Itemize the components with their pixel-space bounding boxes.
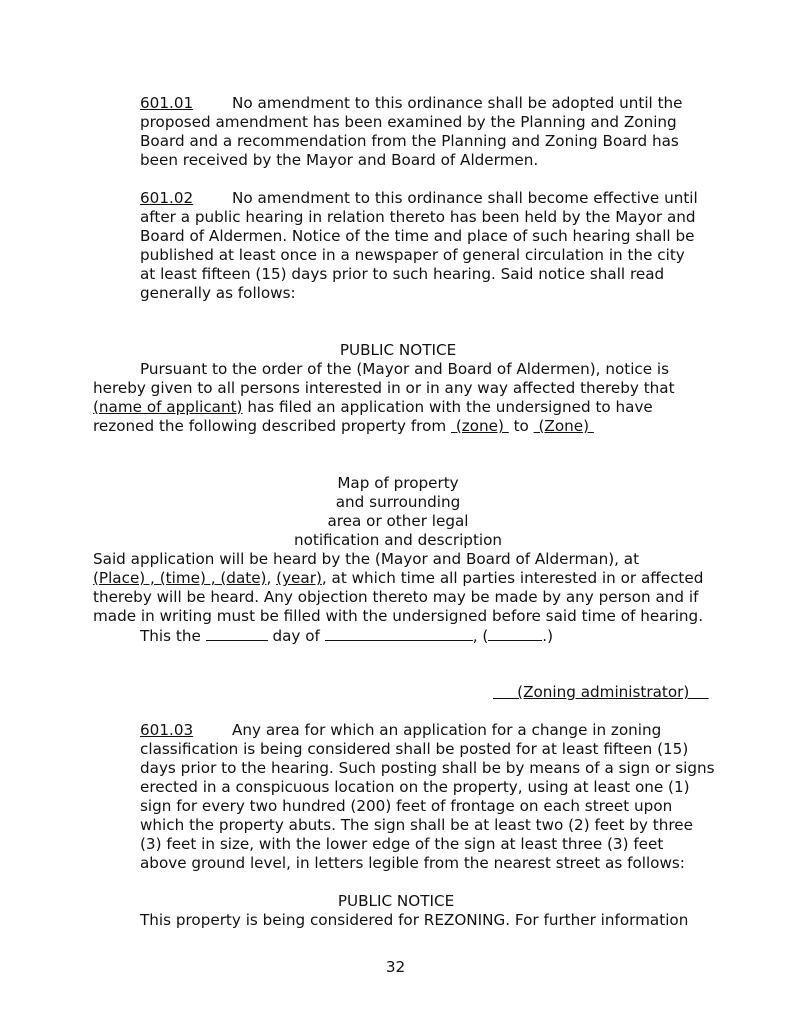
hearing-paragraph: Said application will be heard by the (Mayor and Board of Alderman), at (Place) , (time) , (date), (year), at which time all parties interested in or affected thereby will be heard. Any objection thereto may be made by any person and if made in writing must be filled with the undersigned before said time of hearing. This the day of , ( .) <box>93 550 704 645</box>
page-number: 32 <box>385 958 406 976</box>
hearing-line: , at which time all parties interested in or affected <box>321 569 704 587</box>
map-line: area or other legal <box>327 512 469 530</box>
public-notice-sign <box>140 892 700 930</box>
paragraph-line: erected in a conspicuous location on the property, using at least one (1) <box>140 778 690 796</box>
comma-label: , ( <box>472 627 489 645</box>
paragraph-line: classification is being considered shall be posted for at least fifteen (15) <box>140 740 689 758</box>
notice-title: PUBLIC NOTICE <box>337 892 455 910</box>
paragraph-line: which the property abuts. The sign shall be at least two (2) feet by three <box>140 816 693 834</box>
signature-line <box>493 683 703 702</box>
close-label: .) <box>542 627 554 645</box>
section-number: 601.01 <box>140 94 194 112</box>
paragraph-line: published at least once in a newspaper of general circulation in the city <box>140 246 685 264</box>
paragraph-line: sign for every two hundred (200) feet of frontage on each street upon <box>140 797 673 815</box>
year-placeholder: (year) <box>276 569 322 587</box>
paragraph-line: after a public hearing in relation thereto has been held by the Mayor and <box>140 208 696 226</box>
paragraph-line: Any area for which an application for a change in zoning <box>232 721 662 739</box>
hearing-line: Said application will be heard by the (Mayor and Board of Alderman), at <box>93 550 640 568</box>
applicant-placeholder: (name of applicant) <box>93 398 243 416</box>
notice-line: This property is being considered for REZONING. For further information <box>140 911 689 929</box>
paragraph-line: No amendment to this ordinance shall become effective until <box>232 189 698 207</box>
day-of-label: day of <box>272 627 320 645</box>
paragraph-line: generally as follows: <box>140 284 296 302</box>
paragraph-line: (3) feet in size, with the lower edge of the sign at least three (3) feet <box>140 835 664 853</box>
notice-line: to <box>513 417 529 435</box>
section-number: 601.02 <box>140 189 194 207</box>
this-the-label: This the <box>140 627 201 645</box>
paragraph-line: No amendment to this ordinance shall be adopted until the <box>232 94 683 112</box>
paragraph-line: at least fifteen (15) days prior to such hearing. Said notice shall read <box>140 265 665 283</box>
month-blank <box>325 626 473 641</box>
public-notice <box>93 341 703 436</box>
notice-line: rezoned the following described property from <box>93 417 447 435</box>
map-placeholder <box>93 474 703 550</box>
paragraph-line: days prior to the hearing. Such posting shall be by means of a sign or signs <box>140 759 715 777</box>
hearing-line: thereby will be heard. Any objection thereto may be made by any person and if <box>93 588 699 606</box>
map-line: and surrounding <box>335 493 461 511</box>
notice-line: Pursuant to the order of the (Mayor and Board of Aldermen), notice is <box>140 360 670 378</box>
section-601-01 <box>140 94 700 170</box>
zone-from-placeholder: (zone) <box>455 417 504 435</box>
section-601-02 <box>140 189 700 303</box>
paragraph-line: proposed amendment has been examined by the Planning and Zoning <box>140 113 677 131</box>
hearing-line: made in writing must be filled with the undersigned before said time of hearing. <box>93 607 704 625</box>
paragraph-line: above ground level, in letters legible from the nearest street as follows: <box>140 854 685 872</box>
notice-line: hereby given to all persons interested in or in any way affected thereby that <box>93 379 675 397</box>
notice-title: PUBLIC NOTICE <box>339 341 457 359</box>
day-blank <box>206 626 268 641</box>
section-number: 601.03 <box>140 721 194 739</box>
year-blank <box>488 626 542 641</box>
date-placeholder: (date) <box>220 569 267 587</box>
zone-to-placeholder: (Zone) <box>538 417 590 435</box>
zoning-administrator-placeholder: (Zoning administrator) <box>517 683 690 701</box>
place-placeholder: (Place) <box>93 569 146 587</box>
paragraph-line: Board and a recommendation from the Planning and Zoning Board has <box>140 132 679 150</box>
section-601-03 <box>140 721 715 873</box>
notice-line: has filed an application with the undersigned to have <box>247 398 653 416</box>
paragraph-line: been received by the Mayor and Board of Aldermen. <box>140 151 539 169</box>
time-placeholder: (time) <box>159 569 206 587</box>
paragraph-line: Board of Aldermen. Notice of the time and place of such hearing shall be <box>140 227 695 245</box>
map-line: notification and description <box>293 531 503 549</box>
map-line: Map of property <box>337 474 459 492</box>
